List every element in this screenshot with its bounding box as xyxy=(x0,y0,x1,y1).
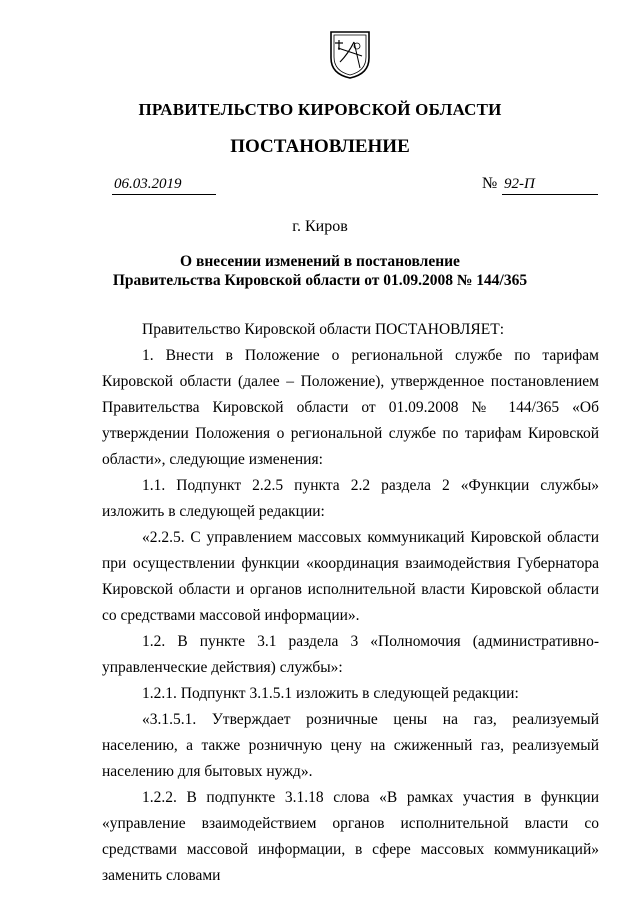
document-body xyxy=(102,317,599,889)
date-underline xyxy=(112,194,216,195)
document-number: 92-П xyxy=(504,176,535,192)
body-paragraph: «3.1.5.1. Утверждает розничные цены на газ, реализуемый населению, а также розничную цену на сжиженный газ, реализуемый населению для бытовых нужд». xyxy=(102,711,599,780)
subject-line-1: О внесении изменений в постановление xyxy=(180,253,460,270)
government-title: ПРАВИТЕЛЬСТВО КИРОВСКОЙ ОБЛАСТИ xyxy=(138,100,502,119)
body-paragraph: «2.2.5. С управлением массовых коммуникаций Кировской области при осуществлении функции «координация взаимодействия Губернатора Кировской области и органов исполнительной власти Кировской области со средствами массовой информации». xyxy=(102,529,599,624)
body-paragraph: 1.2.1. Подпункт 3.1.5.1 изложить в следующей редакции: xyxy=(142,685,519,702)
document-type: ПОСТАНОВЛЕНИЕ xyxy=(230,136,410,157)
number-underline xyxy=(502,194,598,195)
body-paragraph: 1.2.2. В подпункте 3.1.18 слова «В рамках участия в функции «управление взаимодействием органов исполнительной власти со средствами массовой информации, в сфере массовых коммуникаций» заменить словами xyxy=(102,789,599,884)
document-date: 06.03.2019 xyxy=(114,176,182,192)
subject-line-2: Правительства Кировской области от 01.09.2008 № 144/365 xyxy=(112,272,528,289)
document-subject xyxy=(0,252,640,290)
number-label: № xyxy=(482,175,498,192)
coat-of-arms-icon xyxy=(328,28,372,80)
city: г. Киров xyxy=(292,218,348,235)
body-paragraph: 1. Внести в Положение о региональной службе по тарифам Кировской области (далее – Положение), утвержденное постановлением Правительства Кировской области от 01.09.2008 № 144/365 «Об утверждении Положения о региональной службе по тарифам Кировской области», следующие изменения: xyxy=(102,347,599,468)
body-paragraph: 1.1. Подпункт 2.2.5 пункта 2.2 раздела 2 «Функции службы» изложить в следующей редакции: xyxy=(102,477,599,520)
body-paragraph: 1.2. В пункте 3.1 раздела 3 «Полномочия (административно-управленческие действия) службы»: xyxy=(102,633,599,676)
body-paragraph: Правительство Кировской области ПОСТАНОВЛЯЕТ: xyxy=(142,321,505,338)
